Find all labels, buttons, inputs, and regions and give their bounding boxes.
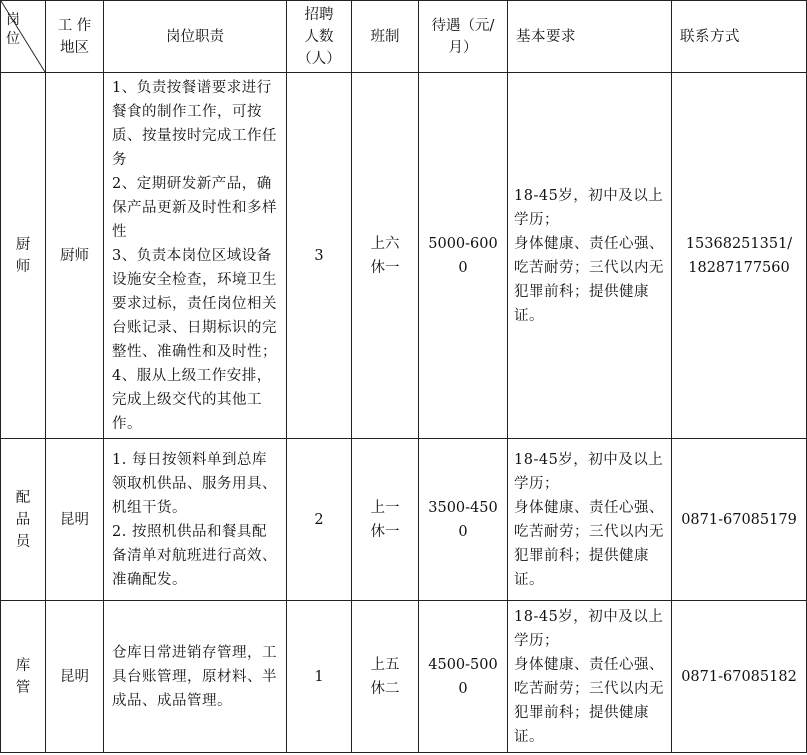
salary-cell: 4500-500 0	[419, 601, 508, 753]
header-requirements: 基本要求	[508, 1, 672, 73]
header-position: 岗位	[6, 12, 20, 47]
duties-cell: 仓库日常进销存管理，工具台账管理，原材料、半成品、成品管理。	[104, 601, 287, 753]
shift-cell: 上一 休一	[352, 439, 419, 601]
requirements-cell: 18-45岁，初中及以上学历； 身体健康、责任心强、吃苦耐劳；三代以内无犯罪前科；提供健康证。	[508, 439, 672, 601]
count-cell: 1	[287, 601, 352, 753]
requirements-cell: 18-45岁，初中及以上学历； 身体健康、责任心强、吃苦耐劳；三代以内无犯罪前科；提供健康证。	[508, 601, 672, 753]
table-row	[1, 73, 807, 439]
shift-cell: 上五 休二	[352, 601, 419, 753]
header-shift: 班制	[352, 1, 419, 73]
header-area: 工 作 地区	[46, 1, 104, 73]
contact-cell: 15368251351/ 18287177560	[672, 73, 807, 439]
position-cell: 厨 师	[1, 73, 46, 439]
salary-cell: 3500-450 0	[419, 439, 508, 601]
area-cell: 昆明	[46, 439, 104, 601]
position-cell: 库 管	[1, 601, 46, 753]
table-row	[1, 439, 807, 601]
position-cell: 配 品 员	[1, 439, 46, 601]
table-row	[1, 601, 807, 753]
shift-cell: 上六 休一	[352, 73, 419, 439]
header-contact: 联系方式	[672, 1, 807, 73]
header-row	[1, 1, 807, 73]
contact-cell: 0871-67085182	[672, 601, 807, 753]
requirements-cell: 18-45岁，初中及以上学历； 身体健康、责任心强、吃苦耐劳；三代以内无犯罪前科；提供健康证。	[508, 73, 672, 439]
duties-cell: 1. 每日按领料单到总库领取机供品、服务用具、机组干货。 2. 按照机供品和餐具配备清单对航班进行高效、准确配发。	[104, 439, 287, 601]
header-count: 招聘 人数 （人）	[287, 1, 352, 73]
salary-cell: 5000-600 0	[419, 73, 508, 439]
header-position-cell	[1, 1, 46, 73]
count-cell: 3	[287, 73, 352, 439]
area-cell: 昆明	[46, 601, 104, 753]
header-salary: 待遇（元/ 月）	[419, 1, 508, 73]
count-cell: 2	[287, 439, 352, 601]
area-cell: 厨师	[46, 73, 104, 439]
duties-cell: 1、负责按餐谱要求进行餐食的制作工作，可按质、按量按时完成工作任务 2、定期研发新产品，确保产品更新及时性和多样性 3、负责本岗位区域设备设施安全检查，环境卫生要求过标，责任岗位相关台账记录、日期标识的完整性、准确性和及时性； 4、服从上级工作安排，完成上级交代的其他工作。	[104, 73, 287, 439]
header-duties: 岗位职责	[104, 1, 287, 73]
contact-cell: 0871-67085179	[672, 439, 807, 601]
